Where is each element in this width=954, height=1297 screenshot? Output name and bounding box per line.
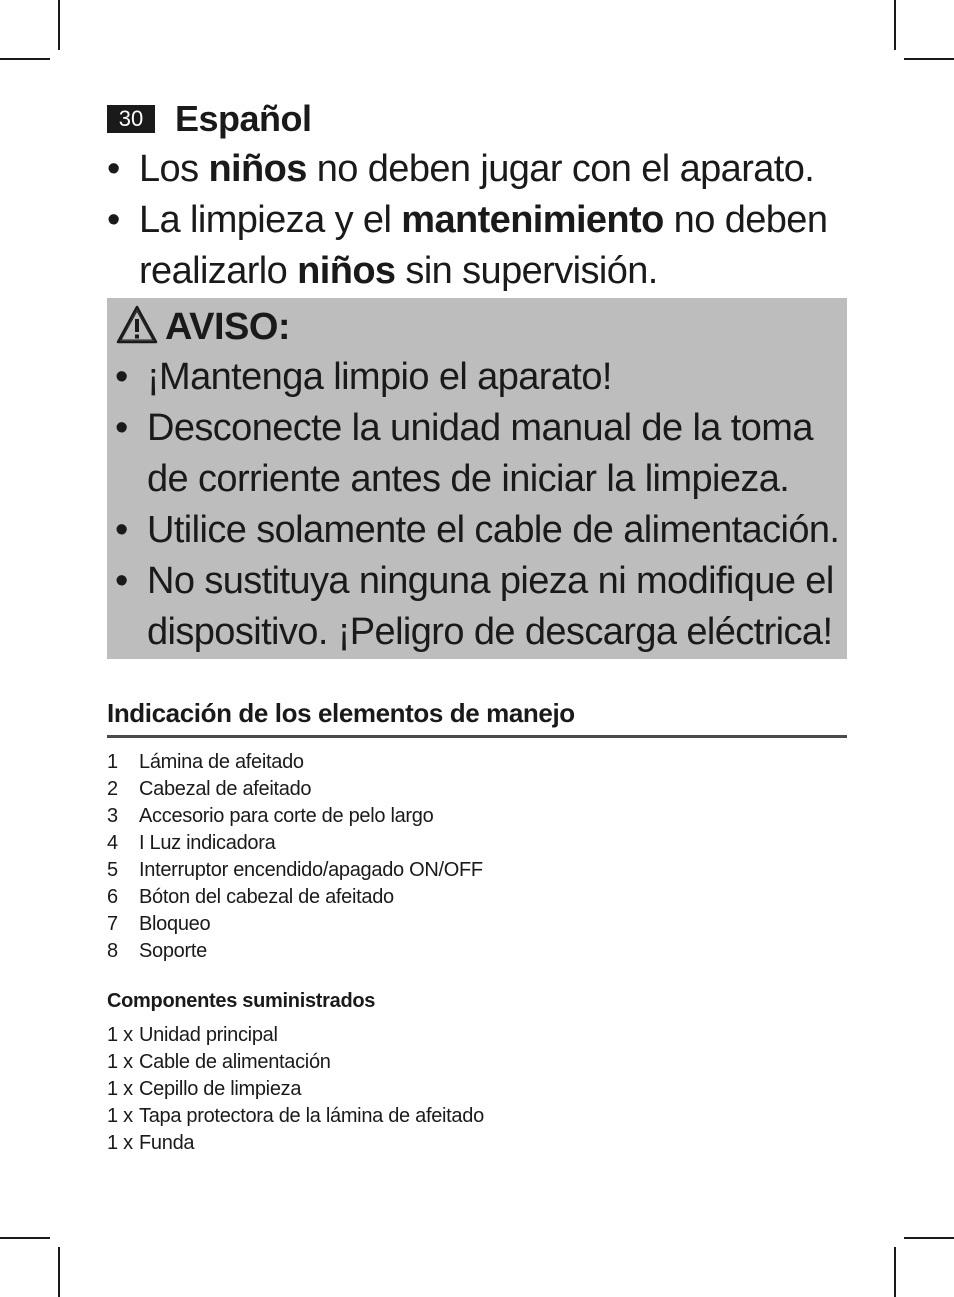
control-number: 6 — [107, 886, 118, 908]
page-number: 30 — [107, 105, 155, 133]
bullet-text-run: no deben jugar con el aparato. — [306, 148, 815, 190]
warning-item-text: ¡Mantenga limpio el aparato! — [147, 356, 612, 398]
emphasis-text: niños — [208, 148, 307, 190]
control-number: 4 — [107, 832, 118, 854]
warning-triangle-icon — [115, 304, 159, 351]
control-item — [107, 803, 483, 830]
bullet-dot-icon: • — [115, 509, 128, 551]
supplied-item — [107, 1022, 484, 1049]
control-number: 7 — [107, 913, 118, 935]
supplied-label: Tapa protectora de la lámina de afeitado — [139, 1105, 484, 1127]
supplied-quantity: 1 x — [107, 1105, 133, 1127]
control-item — [107, 749, 483, 776]
warning-header — [115, 304, 290, 351]
bullet-dot-icon: • — [107, 148, 120, 190]
crop-mark-top-right-h — [904, 58, 954, 60]
control-number: 2 — [107, 778, 118, 800]
bullet-text-run: Los — [139, 148, 209, 190]
supplied-section-title: Componentes suministrados — [107, 990, 376, 1012]
control-item — [107, 857, 483, 884]
control-label: Bloqueo — [139, 913, 211, 935]
control-label: Lámina de afeitado — [139, 751, 304, 773]
emphasis-text: niños — [297, 250, 396, 292]
warning-title: AVISO: — [165, 306, 291, 348]
warning-item-text: Utilice solamente el cable de alimentación. — [147, 509, 840, 551]
control-item — [107, 911, 483, 938]
supplied-quantity: 1 x — [107, 1024, 133, 1046]
control-item — [107, 884, 483, 911]
control-number: 8 — [107, 940, 118, 962]
control-label: Cabezal de afeitado — [139, 778, 312, 800]
intro-bullet-text — [139, 195, 847, 297]
language-title: Español — [175, 98, 312, 139]
control-number: 3 — [107, 805, 118, 827]
bullet-dot-icon: • — [115, 560, 128, 602]
control-item — [107, 938, 483, 965]
controls-list — [107, 749, 483, 965]
intro-bullet-text — [139, 144, 847, 195]
intro-bullet-item — [107, 195, 847, 297]
bullet-text-run: sin supervisión. — [395, 250, 658, 292]
control-label: I Luz indicadora — [139, 832, 276, 854]
control-item — [107, 830, 483, 857]
supplied-item — [107, 1103, 484, 1130]
control-label: Soporte — [139, 940, 207, 962]
crop-mark-top-right-v — [894, 0, 896, 50]
supplied-quantity: 1 x — [107, 1132, 133, 1154]
control-number: 5 — [107, 859, 118, 881]
control-number: 1 — [107, 751, 118, 773]
bullet-dot-icon: • — [115, 356, 128, 398]
page-header — [107, 98, 312, 140]
intro-bullet-list — [107, 144, 847, 297]
intro-bullet-item — [107, 144, 847, 195]
crop-mark-top-left-h — [0, 58, 50, 60]
control-label: Interruptor encendido/apagado ON/OFF — [139, 859, 483, 881]
crop-mark-bottom-left-v — [58, 1247, 60, 1297]
control-label: Bóton del cabezal de afeitado — [139, 886, 394, 908]
warning-box — [107, 298, 847, 659]
supplied-label: Funda — [139, 1132, 195, 1154]
supplied-label: Cable de alimentación — [139, 1051, 331, 1073]
control-item — [107, 776, 483, 803]
supplied-item — [107, 1130, 484, 1157]
supplied-item — [107, 1049, 484, 1076]
crop-mark-bottom-left-h — [0, 1237, 50, 1239]
supplied-label: Unidad principal — [139, 1024, 278, 1046]
controls-section-title: Indicación de los elementos de manejo — [107, 698, 847, 738]
supplied-label: Cepillo de limpieza — [139, 1078, 302, 1100]
bullet-dot-icon: • — [115, 407, 128, 449]
crop-mark-bottom-right-v — [894, 1247, 896, 1297]
warning-item-text: No sustituya ninguna pieza ni modifique el dispositivo. ¡Peligro de descarga eléctrica! — [147, 560, 834, 653]
crop-mark-bottom-right-h — [904, 1237, 954, 1239]
bullet-text-run: La limpieza y el — [139, 199, 402, 241]
bullet-dot-icon: • — [107, 199, 120, 241]
warning-item — [115, 505, 845, 556]
supplied-list — [107, 1022, 484, 1157]
control-label: Accesorio para corte de pelo largo — [139, 805, 434, 827]
bullet-text-run: no deben realizarlo — [139, 199, 828, 292]
emphasis-text: mantenimiento — [401, 199, 664, 241]
supplied-quantity: 1 x — [107, 1051, 133, 1073]
warning-item-text: Desconecte la unidad manual de la toma de corriente antes de iniciar la limpieza. — [147, 407, 813, 500]
warning-item — [115, 352, 845, 403]
warning-list — [115, 352, 845, 658]
supplied-quantity: 1 x — [107, 1078, 133, 1100]
warning-item — [115, 403, 845, 505]
crop-mark-top-left-v — [58, 0, 60, 50]
warning-item — [115, 556, 845, 658]
supplied-item — [107, 1076, 484, 1103]
